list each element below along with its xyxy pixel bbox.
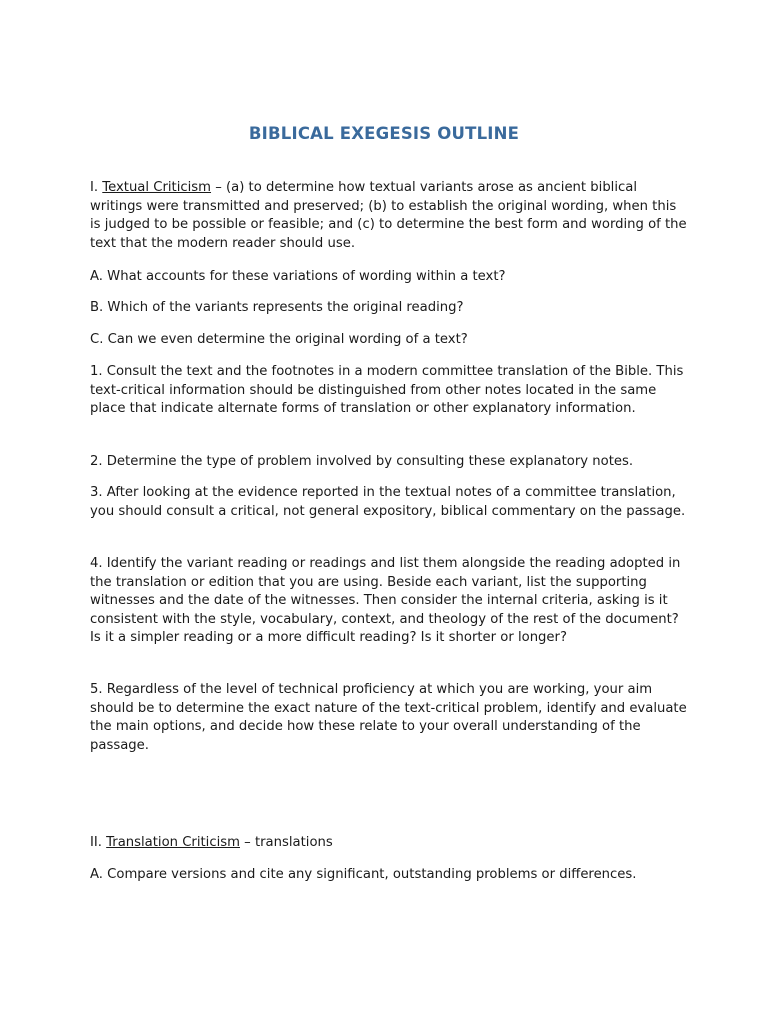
step-3 (90, 484, 690, 521)
question-a (90, 268, 690, 287)
section-2-numeral: II. (90, 835, 107, 850)
step-3-text: 3. After looking at the evidence reported in the textual notes of a committee translation, you should consult a critical, not general expository, biblical commentary on the passage. (90, 485, 686, 519)
section-1-text: – (a) to determine how textual variants arose as ancient biblical writings were transmitted and preserved; (b) to establish the original wording, when this is judged to be possible or feasible; and (c) to determine the best form and wording of the text that the modern reader should use. (90, 180, 687, 251)
section-2-text: – translations (239, 835, 333, 850)
question-c-text: C. Can we even determine the original wording of a text? (90, 332, 468, 347)
document-title: BIBLICAL EXEGESIS OUTLINE (248, 124, 520, 143)
section-1-heading: Textual Criticism (102, 180, 212, 195)
step-5-text: 5. Regardless of the level of technical proficiency at which you are working, your aim should be to determine the exact nature of the text-critical problem, identify and evaluate the main options, and decide how these relate to your overall understanding of the passage. (90, 682, 687, 753)
question-b-text: B. Which of the variants represents the original reading? (90, 300, 464, 315)
section-1-numeral: I. (90, 180, 103, 195)
section-2-item-a-text: A. Compare versions and cite any significant, outstanding problems or differences. (90, 867, 637, 882)
step-4-text: 4. Identify the variant reading or readings and list them alongside the reading adopted in the translation or edition that you are using. Beside each variant, list the supporting witnesses and the date of the witnesses. Then consider the internal criteria, asking is it consistent with the style, vocabulary, context, and theology of the rest of the document? Is it a simpler reading or a more difficult reading? Is it shorter or longer? (90, 556, 681, 646)
section-1-paragraph (90, 179, 690, 253)
step-2-text: 2. Determine the type of problem involved by consulting these explanatory notes. (90, 454, 634, 469)
section-2-item-a (90, 866, 690, 885)
step-2 (90, 453, 690, 472)
section-2-paragraph (90, 834, 690, 853)
question-a-text: A. What accounts for these variations of wording within a text? (90, 269, 506, 284)
question-b (90, 299, 690, 318)
question-c (90, 331, 690, 350)
step-5 (90, 681, 690, 755)
step-4 (90, 555, 690, 648)
step-1-text: 1. Consult the text and the footnotes in a modern committee translation of the Bible. This text-critical information should be distinguished from other notes located in the same place that indicate alternate forms of translation or other explanatory information. (90, 364, 684, 417)
section-2-heading: Translation Criticism (106, 835, 240, 850)
step-1 (90, 363, 690, 419)
